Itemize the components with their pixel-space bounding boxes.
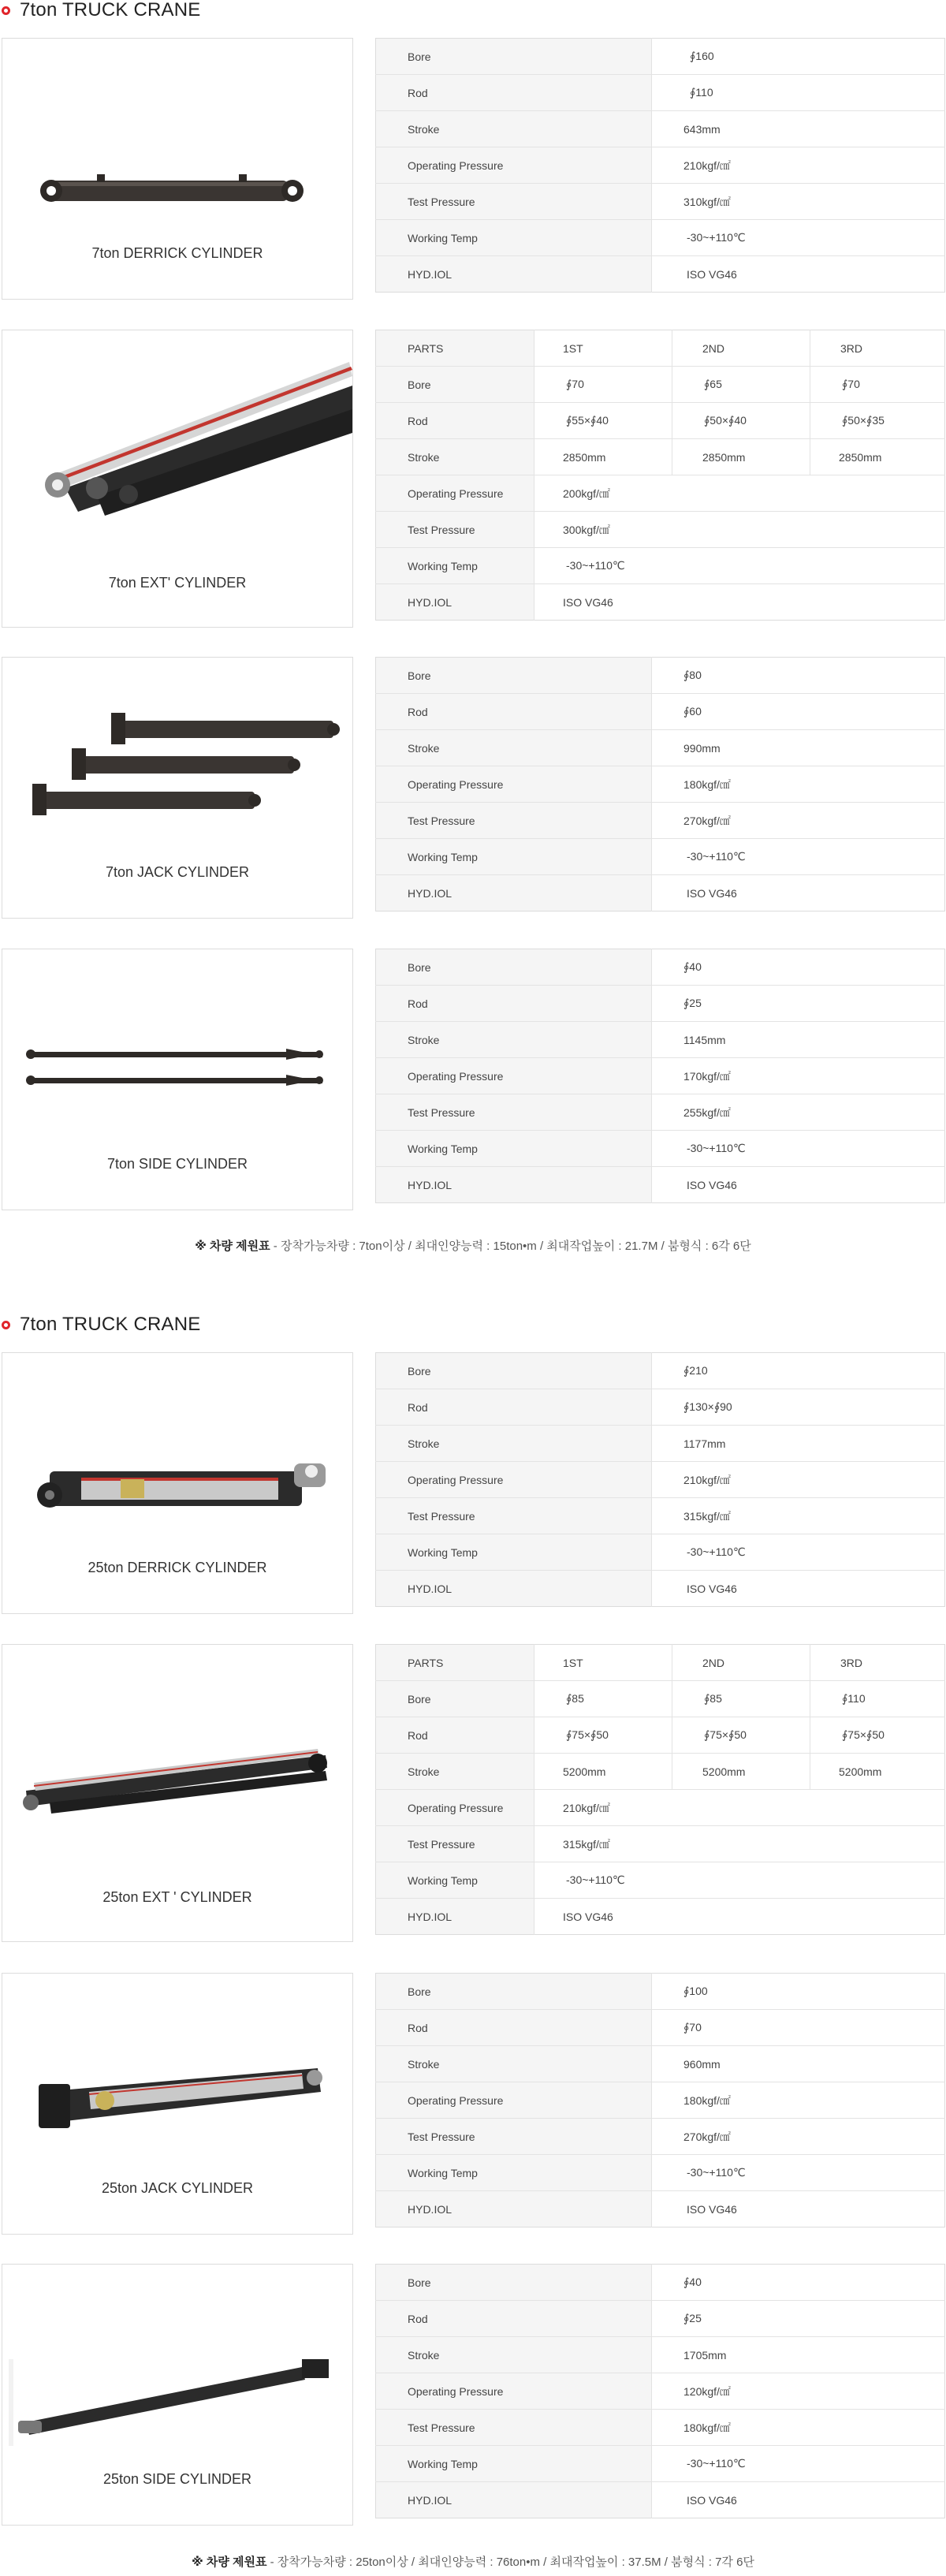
section-title-text: 7ton TRUCK CRANE: [20, 0, 201, 21]
spec-row: Bore ∮40: [376, 2265, 945, 2301]
spec-row: Operating Pressure 120kgf/㎠: [376, 2373, 945, 2410]
spec-row: HYD.IOL ISO VG46: [376, 584, 945, 621]
note-mark: ※ 차량 제원표: [195, 1240, 270, 1253]
note-text: - 장착가능차량 : 25ton이상 / 최대인양능력 : 76ton•m / 최대작업높이 : 37.5M / 붐형식 : 7각 6단: [266, 2555, 754, 2569]
spec-row: Test Pressure 315kgf/㎠: [376, 1498, 945, 1534]
spec-table: [375, 949, 945, 1203]
spec-table: [375, 1973, 945, 2227]
spec-row: Bore ∮210: [376, 1353, 945, 1389]
spec-row: Working Temp -30~+110℃: [376, 1534, 945, 1571]
spec-row: Working Temp -30~+110℃: [376, 1131, 945, 1167]
product-image-box: [2, 1352, 353, 1614]
spec-row: HYD.IOL ISO VG46: [376, 2191, 945, 2227]
spec-row: Working Temp -30~+110℃: [376, 2446, 945, 2482]
spec-row: HYD.IOL ISO VG46: [376, 875, 945, 911]
spec-row: Test Pressure 270kgf/㎠: [376, 803, 945, 839]
spec-header-row: PARTS 1ST 2ND 3RD: [376, 1645, 945, 1681]
spec-row: Operating Pressure 180kgf/㎠: [376, 766, 945, 803]
product-image-box: [2, 330, 353, 628]
spec-header-row: PARTS 1ST 2ND 3RD: [376, 330, 945, 367]
spec-row: Test Pressure 300kgf/㎠: [376, 512, 945, 548]
spec-table: [375, 1644, 945, 1935]
spec-row: Bore ∮100: [376, 1974, 945, 2010]
spec-table: [375, 2264, 945, 2518]
spec-row: Operating Pressure 200kgf/㎠: [376, 475, 945, 512]
spec-table: [375, 330, 945, 621]
product-image-box: [2, 38, 353, 300]
spec-row: Test Pressure 310kgf/㎠: [376, 184, 945, 220]
spec-row: Stroke 643mm: [376, 111, 945, 147]
spec-row: Rod ∮130×∮90: [376, 1389, 945, 1426]
product-caption: 7ton SIDE CYLINDER: [106, 1156, 248, 1172]
vehicle-spec-note: [0, 2553, 946, 2570]
product-image-box: [2, 1973, 353, 2235]
spec-row: Stroke 2850mm 2850mm 2850mm: [376, 439, 945, 475]
spec-row: HYD.IOL ISO VG46: [376, 1899, 945, 1935]
spec-row: Operating Pressure 170kgf/㎠: [376, 1058, 945, 1094]
section-title-text: 7ton TRUCK CRANE: [20, 1314, 201, 1335]
spec-row: Stroke 5200mm 5200mm 5200mm: [376, 1754, 945, 1790]
section-title: [0, 1314, 201, 1335]
spec-row: Bore ∮160: [376, 39, 945, 75]
vehicle-spec-note: [0, 1237, 946, 1254]
spec-row: Working Temp -30~+110℃: [376, 220, 945, 256]
spec-row: Operating Pressure 210kgf/㎠: [376, 147, 945, 184]
spec-row: Working Temp -30~+110℃: [376, 839, 945, 875]
product-image-box: [2, 1644, 353, 1942]
spec-row: Rod ∮60: [376, 694, 945, 730]
section-title: [0, 0, 201, 21]
spec-row: Rod ∮25: [376, 986, 945, 1022]
spec-row: Test Pressure 180kgf/㎠: [376, 2410, 945, 2446]
product-image-box: [2, 949, 353, 1210]
product-caption: 7ton DERRICK CYLINDER: [91, 245, 263, 261]
spec-row: Bore ∮40: [376, 949, 945, 986]
product-caption: 7ton JACK CYLINDER: [105, 864, 250, 880]
spec-row: HYD.IOL ISO VG46: [376, 256, 945, 293]
spec-row: Stroke 1145mm: [376, 1022, 945, 1058]
spec-row: Working Temp -30~+110℃: [376, 1862, 945, 1899]
spec-row: HYD.IOL ISO VG46: [376, 2482, 945, 2518]
spec-row: Test Pressure 315kgf/㎠: [376, 1826, 945, 1862]
product-image-box: [2, 657, 353, 919]
spec-table: [375, 1352, 945, 1607]
product-caption: 25ton JACK CYLINDER: [101, 2180, 254, 2196]
spec-row: Bore ∮70 ∮65 ∮70: [376, 367, 945, 403]
spec-row: Operating Pressure 210kgf/㎠: [376, 1790, 945, 1826]
spec-row: Rod ∮75×∮50 ∮75×∮50 ∮75×∮50: [376, 1717, 945, 1754]
product-image-box: [2, 2264, 353, 2526]
spec-row: Bore ∮80: [376, 658, 945, 694]
spec-row: Operating Pressure 180kgf/㎠: [376, 2082, 945, 2119]
spec-row: HYD.IOL ISO VG46: [376, 1571, 945, 1607]
circle-bullet-icon: [2, 1321, 10, 1329]
spec-row: HYD.IOL ISO VG46: [376, 1167, 945, 1203]
product-caption: 25ton EXT ' CYLINDER: [102, 1889, 252, 1905]
spec-row: Working Temp -30~+110℃: [376, 548, 945, 584]
spec-table: [375, 38, 945, 293]
spec-row: Test Pressure 255kgf/㎠: [376, 1094, 945, 1131]
spec-row: Bore ∮85 ∮85 ∮110: [376, 1681, 945, 1717]
spec-row: Test Pressure 270kgf/㎠: [376, 2119, 945, 2155]
spec-row: Operating Pressure 210kgf/㎠: [376, 1462, 945, 1498]
spec-row: Stroke 990mm: [376, 730, 945, 766]
product-caption: 25ton DERRICK CYLINDER: [88, 1560, 267, 1575]
spec-row: Stroke 960mm: [376, 2046, 945, 2082]
spec-row: Stroke 1177mm: [376, 1426, 945, 1462]
spec-row: Rod ∮25: [376, 2301, 945, 2337]
spec-table: [375, 657, 945, 911]
spec-row: Working Temp -30~+110℃: [376, 2155, 945, 2191]
product-caption: 7ton EXT' CYLINDER: [108, 575, 247, 591]
spec-row: Rod ∮110: [376, 75, 945, 111]
product-caption: 25ton SIDE CYLINDER: [102, 2471, 252, 2487]
spec-row: Rod ∮70: [376, 2010, 945, 2046]
spec-row: Rod ∮55×∮40 ∮50×∮40 ∮50×∮35: [376, 403, 945, 439]
note-mark: ※ 차량 제원표: [192, 2555, 267, 2569]
spec-row: Stroke 1705mm: [376, 2337, 945, 2373]
note-text: - 장착가능차량 : 7ton이상 / 최대인양능력 : 15ton•m / 최대작업높이 : 21.7M / 붐형식 : 6각 6단: [270, 1240, 751, 1253]
circle-bullet-icon: [2, 6, 10, 15]
